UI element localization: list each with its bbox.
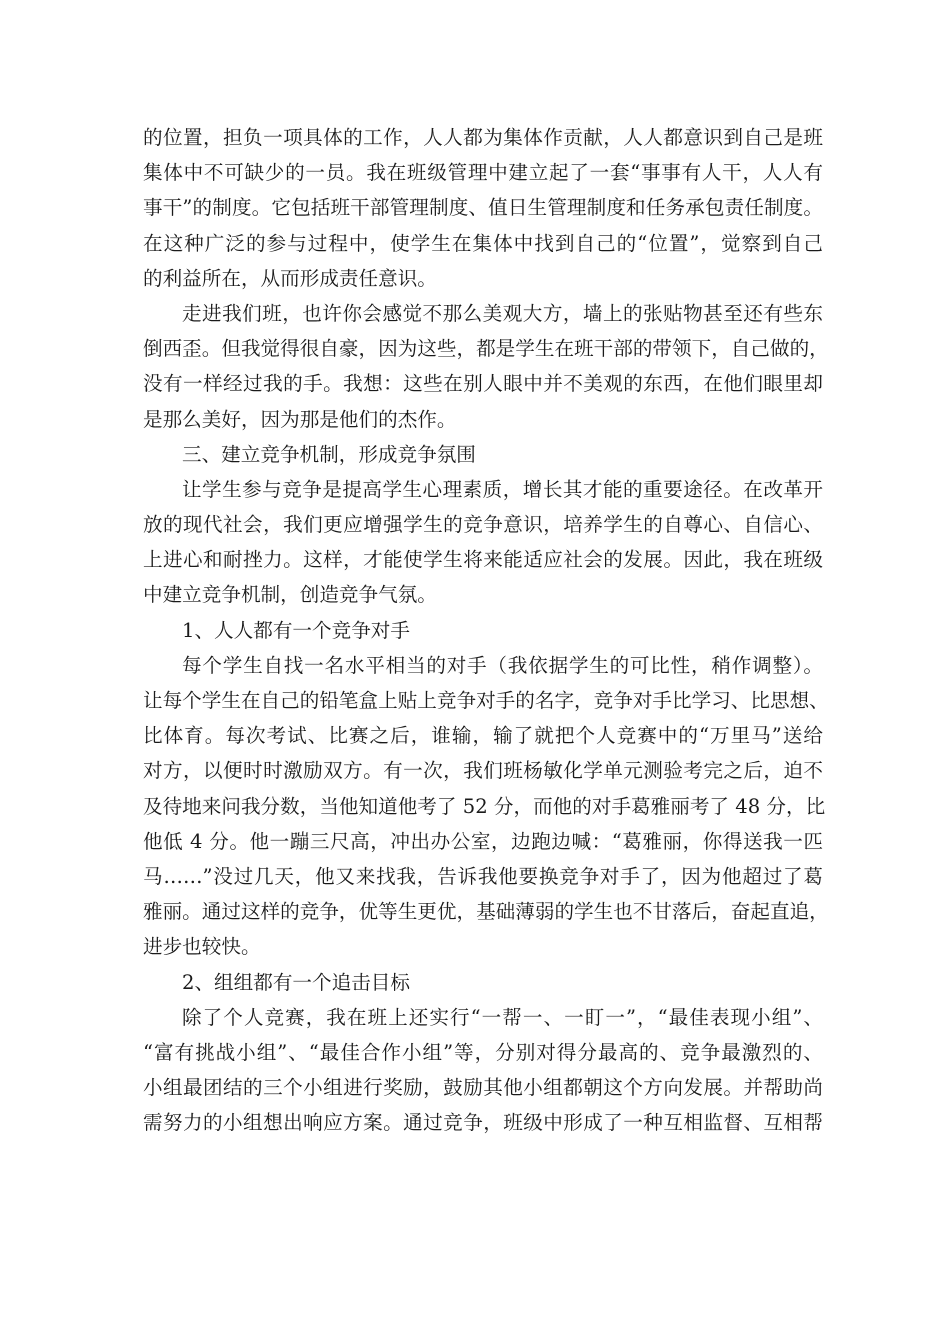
text-line: 的利益所在，从而形成责任意识。 xyxy=(143,266,437,290)
text-line: 没有一样经过我的手。我想：这些在别人眼中并不美观的东西，在他们眼里却 xyxy=(143,372,823,396)
text-line: “富有挑战小组”、“最佳合作小组”等，分别对得分最高的、竞争最激烈的、 xyxy=(143,1040,823,1064)
text-line: 让学生参与竞争是提高学生心理素质，增长其才能的重要途径。在改革开 xyxy=(182,477,823,501)
text-line: 的位置，担负一项具体的工作，人人都为集体作贡献，人人都意识到自己是班 xyxy=(143,126,823,149)
section-heading: 三、建立竞争机制，形成竞争氛围 xyxy=(182,442,476,466)
subsection-heading: 2、组组都有一个追击目标 xyxy=(182,970,410,994)
subsection-heading: 1、人人都有一个竞争对手 xyxy=(182,618,410,642)
text-line: 倒西歪。但我觉得很自豪，因为这些，都是学生在班干部的带领下，自己做的， xyxy=(143,337,829,361)
text-line: 进步也较快。 xyxy=(143,935,261,959)
text-line: 小组最团结的三个小组进行奖励，鼓励其他小组都朝这个方向发展。并帮助尚 xyxy=(143,1076,823,1100)
text-line: 集体中不可缺少的一员。我在班级管理中建立起了一套“事事有人干，人人有 xyxy=(143,161,823,185)
text-line: 对方，以便时时激励双方。有一次，我们班杨敏化学单元测验考完之后，迫不 xyxy=(143,759,823,783)
body-text xyxy=(143,120,829,1140)
text-line: 需努力的小组想出响应方案。通过竞争，班级中形成了一种互相监督、互相帮 xyxy=(143,1111,823,1135)
text-line: 马……”没过几天，他又来找我，告诉我他要换竞争对手了，因为他超过了葛 xyxy=(143,864,823,888)
text-line: 在这种广泛的参与过程中，使学生在集体中找到自己的“位置”，觉察到自己 xyxy=(143,231,823,255)
text-line: 比体育。每次考试、比赛之后，谁输，输了就把个人竞赛中的“万里马”送给 xyxy=(143,724,823,748)
text-line: 雅丽。通过这样的竞争，优等生更优，基础薄弱的学生也不甘落后，奋起直追， xyxy=(143,900,829,924)
text-line: 及待地来问我分数，当他知道他考了 52 分，而他的对手葛雅丽考了 48 分，比 xyxy=(143,794,826,818)
text-line: 中建立竞争机制，创造竞争气氛。 xyxy=(143,583,437,607)
text-line: 是那么美好，因为那是他们的杰作。 xyxy=(143,407,457,431)
text-line: 他低 4 分。他一蹦三尺高，冲出办公室，边跑边喊：“葛雅丽，你得送我一匹 xyxy=(143,829,823,853)
text-line: 除了个人竞赛，我在班上还实行“一帮一、一盯一”，“最佳表现小组”、 xyxy=(182,1005,823,1029)
text-line: 让每个学生在自己的铅笔盒上贴上竞争对手的名字，竞争对手比学习、比思想、 xyxy=(143,689,829,712)
text-line: 上进心和耐挫力。这样，才能使学生将来能适应社会的发展。因此，我在班级 xyxy=(143,548,823,572)
text-line: 放的现代社会，我们更应增强学生的竞争意识，培养学生的自尊心、自信心、 xyxy=(143,513,823,537)
text-line: 每个学生自找一名水平相当的对手（我依据学生的可比性，稍作调整）。 xyxy=(182,653,823,677)
text-line: 走进我们班，也许你会感觉不那么美观大方，墙上的张贴物甚至还有些东 xyxy=(182,301,823,325)
text-line: 事干”的制度。它包括班干部管理制度、值日生管理制度和任务承包责任制度。 xyxy=(143,196,823,220)
